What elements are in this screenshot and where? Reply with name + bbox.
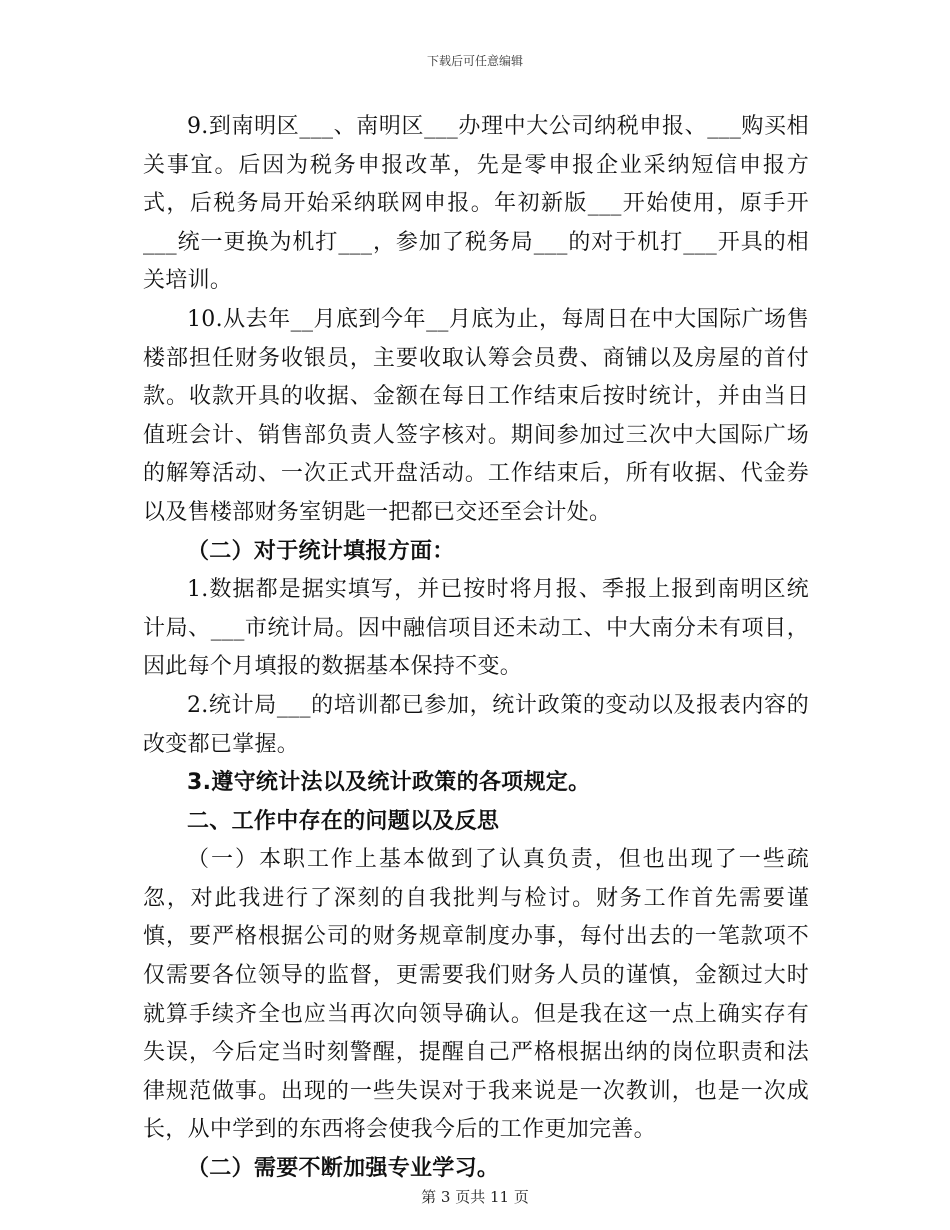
paragraph-stat-2: 2.统计局___的培训都已参加，统计政策的变动以及报表内容的改变都已掌握。 (143, 692, 809, 757)
page-header-note: 下载后可任意编辑 (426, 54, 523, 68)
section-heading-statistics: （二）对于统计填报方面： (187, 538, 455, 564)
paragraph-problem-1: （一）本职工作上基本做到了认真负责，但也出现了一些疏忽，对此我进行了深刻的自我批判与检讨。财务工作首先需要谨慎，要严格根据公司的财务规章制度办事，每付出去的一笔款项不仅需要各位领导的监督，更需要我们财务人员的谨慎，金额过大时就算手续齐全也应当再次向领导确认。但是我在这一点上确实存有失误，今后定当时刻警醒，提醒自己严格根据出纳的岗位职责和法律规范做事。出现的一些失误对于我来说是一次教训，也是一次成长，从中学到的东西将会使我今后的工作更加完善。 (143, 847, 809, 1143)
document-body (143, 108, 809, 1189)
paragraph-stat-1: 1.数据都是据实填写，并已按时将月报、季报上报到南明区统计局、___市统计局。因中融信项目还未动工、中大南分未有项目，因此每个月填报的数据基本保持不变。 (143, 577, 809, 680)
paragraph-stat-3: 3.遵守统计法以及统计政策的各项规定。 (187, 770, 591, 796)
paragraph-item-9: 9.到南明区___、南明区___办理中大公司纳税申报、___购买相关事宜。后因为税务申报改革，先是零申报企业采纳短信申报方式，后税务局开始采纳联网申报。年初新版___开始使用，原手开___统一更换为机打___，参加了税务局___的对于机打___开具的相关培训。 (143, 114, 809, 294)
paragraph-problem-2-heading: （二）需要不断加强专业学习。 (187, 1156, 500, 1182)
section-heading-problems: 二、工作中存在的问题以及反思 (187, 808, 500, 834)
page-number: 第 3 页共 11 页 (421, 1188, 529, 1206)
paragraph-item-10: 10.从去年__月底到今年__月底为止，每周日在中大国际广场售楼部担任财务收银员，主要收取认筹会员费、商铺以及房屋的首付款。收款开具的收据、金额在每日工作结束后按时统计，并由当日值班会计、销售部负责人签字核对。期间参加过三次中大国际广场的解筹活动、一次正式开盘活动。工作结束后，所有收据、代金券以及售楼部财务室钥匙一把都已交还至会计处。 (143, 306, 809, 525)
